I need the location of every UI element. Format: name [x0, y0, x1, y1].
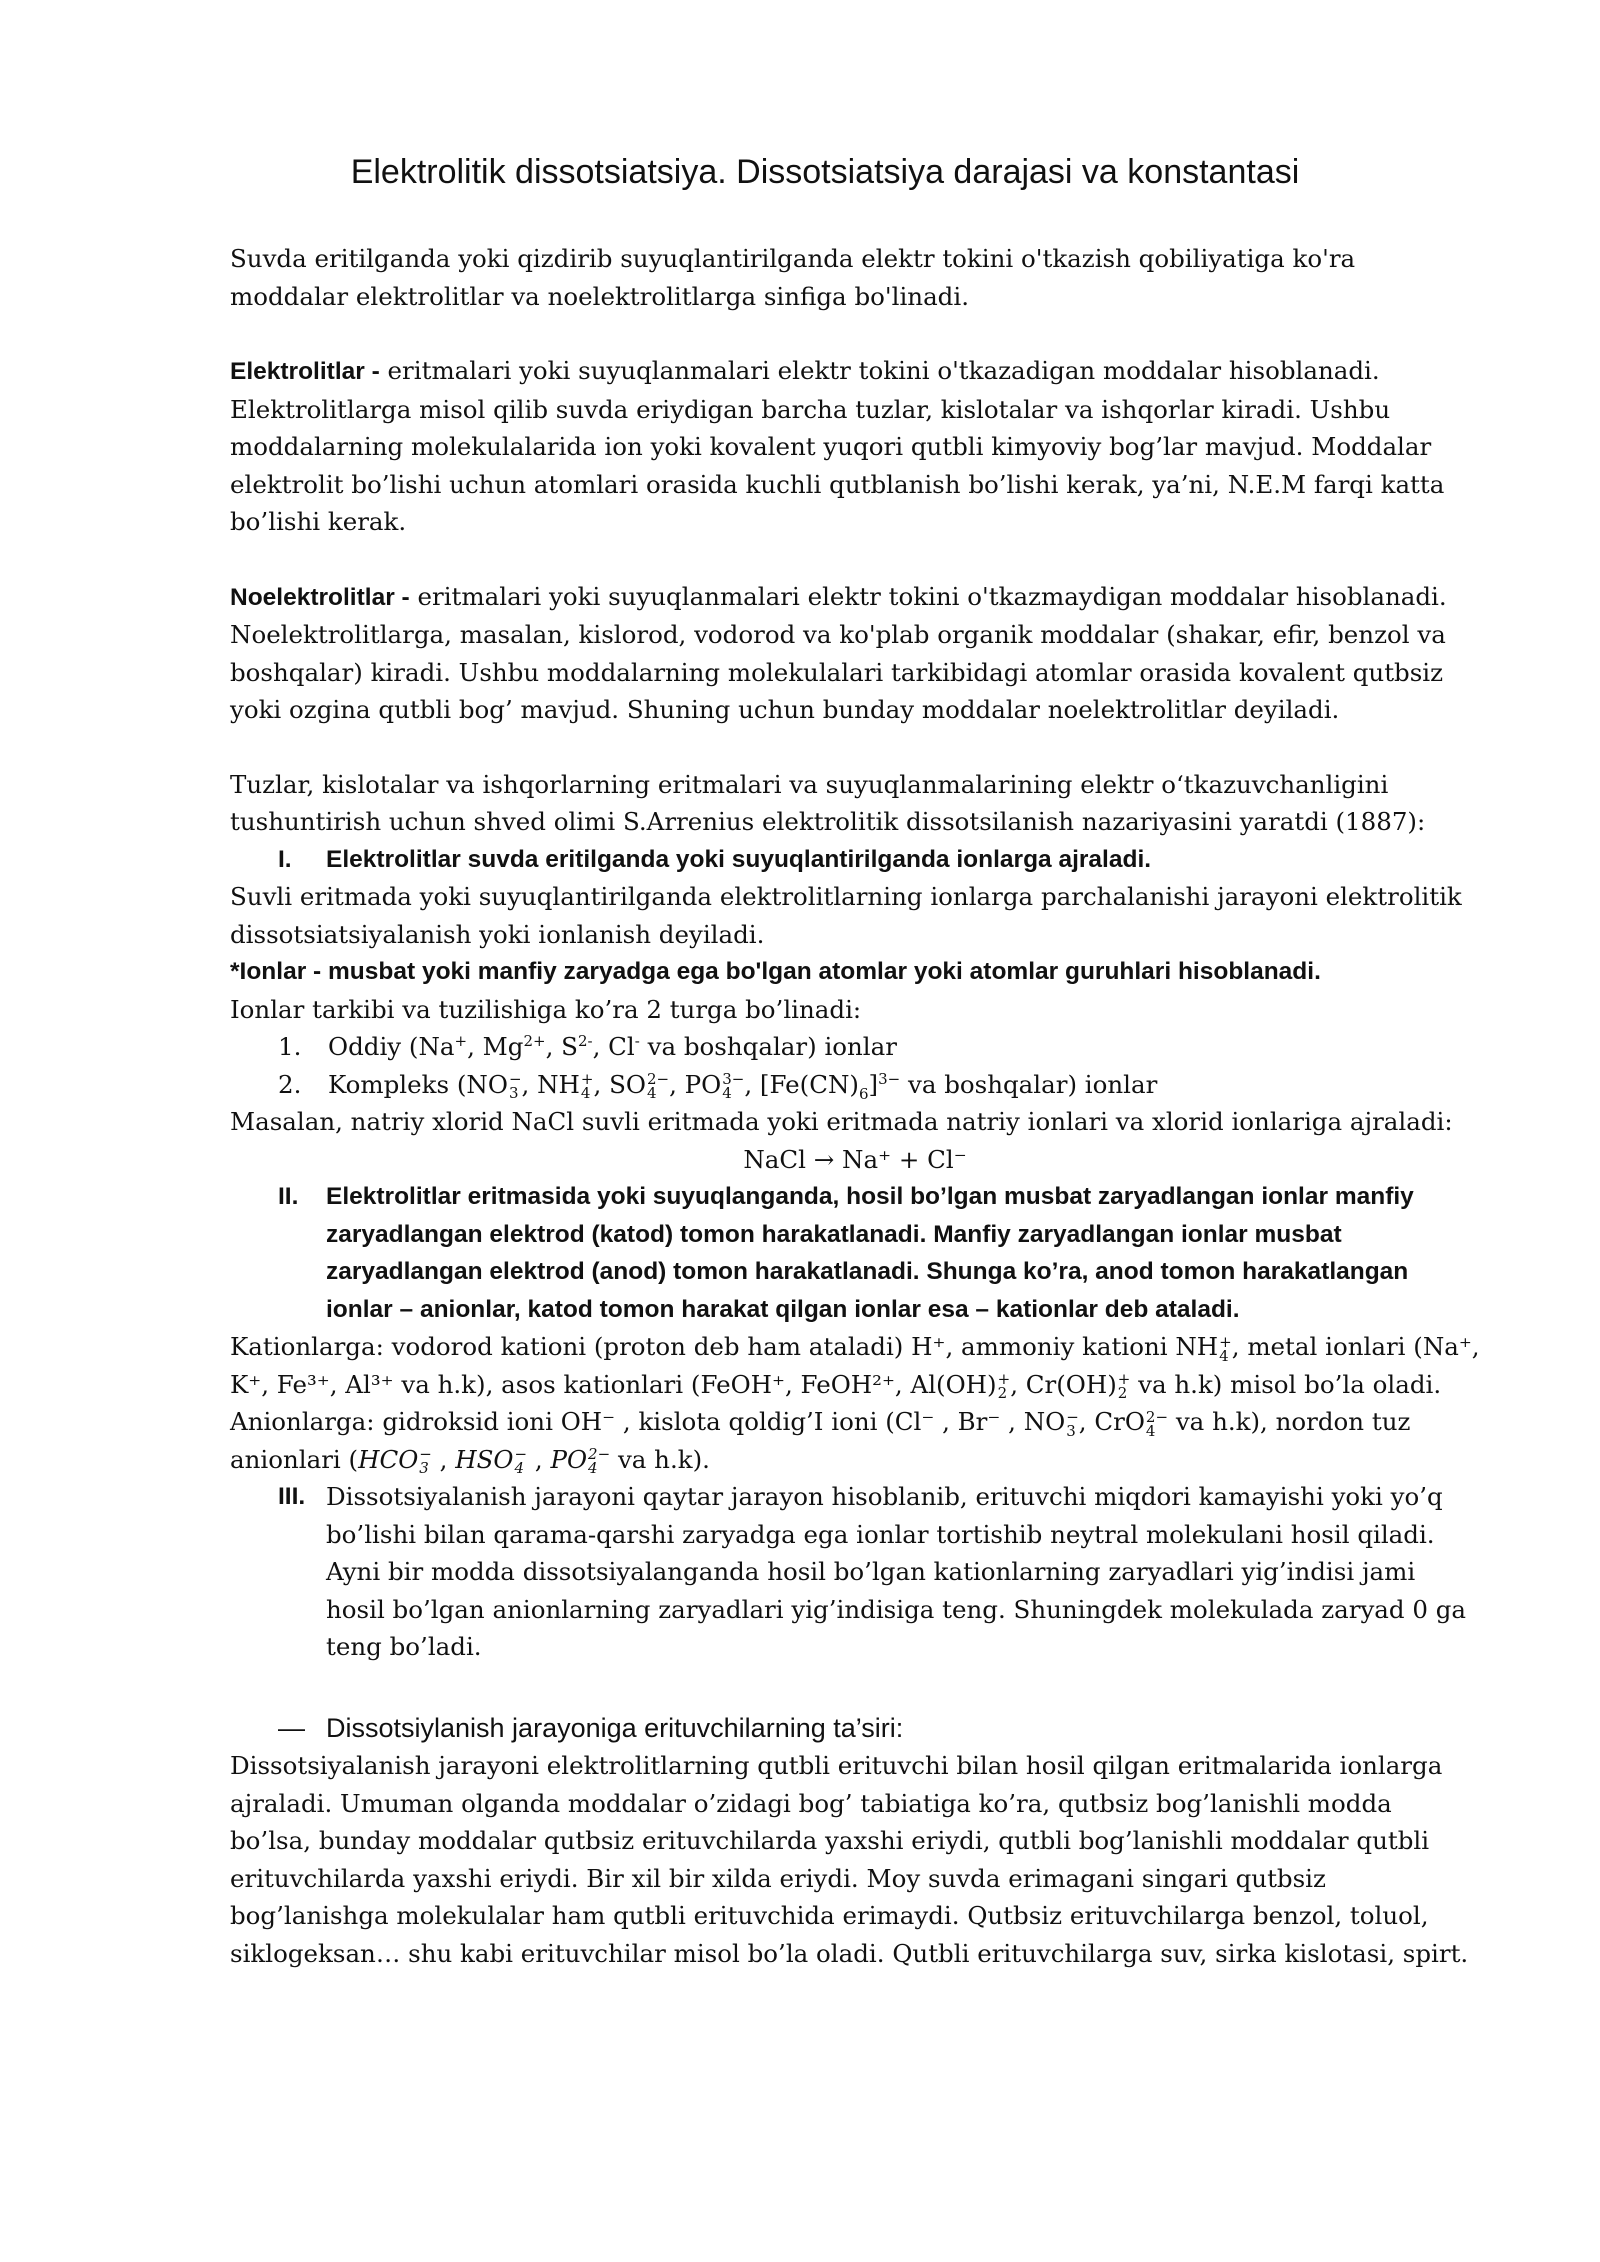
- point-3: [230, 1478, 1480, 1666]
- intro-paragraph: Suvda eritilganda yoki qizdirib suyuqlantirilganda elektr tokini o'tkazish qobiliyatiga ko'ra moddalar elektrolitlar va noelektrolitlarga sinfiga bo'linadi.: [230, 244, 1356, 311]
- anions-paragraph: Anionlarga: gidroksid ioni OH⁻ , kislota qoldig’I ioni (Cl⁻ , Br⁻ , NO − 3 , CrO 2− 4 va h.k), nordon tuz anionlari (HCO − 3 , HSO − 4 , PO 2− 4 va h.k).: [230, 1407, 1411, 1477]
- heading-dash: —: [278, 1712, 305, 1743]
- complex-ions-text: Kompleks (NO − 3 , NH + 4 , SO 2− 4 , PO 3− 4 , $[Fe(CN)_6]^{3-}$ va boshqalar) ionlar: [328, 1069, 1158, 1103]
- nonelectrolytes-text: eritmalari yoki suyuqlanmalari elektr tokini o'tkazmaydigan moddalar hisoblanadi. Noelektrolitlarga, masalan, kislorod, vodorod va ko'plab organik moddalar (shakar, efir, benzol va boshqalar) kiradi. Ushbu moddalarning molekulalari tarkibidagi atomlar orasida kovalent qutbsiz yoki ozgina qutbli bog’ mavjud. Shuning uchun bunday moddalar noelektrolitlar deyiladi.: [230, 581, 1447, 724]
- nonelectrolytes-term: Noelektrolitlar -: [230, 583, 410, 611]
- point-2-text: Elektrolitlar eritmasida yoki suyuqlanganda, hosil bo’lgan musbat zaryadlangan ionlar manfiy zaryadlangan elektrod (katod) tomon harakatlanadi. Manfiy zaryadlangan ionlar musbat zaryadlangan elektrod (anod) tomon harakatlanadi. Shunga ko’ra, anod tomon harakatlangan ionlar – anionlar, katod tomon harakat qilgan ionlar esa – kationlar deb ataladi.: [326, 1183, 1414, 1323]
- electrolytes-text: eritmalari yoki suyuqlanmalari elektr tokini o'tkazadigan moddalar hisoblanadi. Elektrolitlarga misol qilib suvda eriydigan barcha tuzlar, kislotalar va ishqorlar kiradi. Ushbu moddalarning molekulalarida ion yoki kovalent yuqori qutbli kimyoviy bog’lar mavjud. Moddalar elektrolit bo’lishi uchun atomlari orasida kuchli qutblanish bo’lishi kerak, ya’ni, N.E.M farqi katta bo’lishi kerak.: [230, 356, 1445, 536]
- point-1-number: I.: [278, 845, 292, 873]
- ions-types-intro: Ionlar tarkibi va tuzilishiga ko’ra 2 turga bo’linadi:: [230, 994, 862, 1024]
- complex-ions-number: 2.: [278, 1069, 302, 1099]
- cations-paragraph: Kationlarga: vodorod kationi (proton deb ham ataladi) H⁺, ammoniy kationi NH + 4 , metal ionlari (Na⁺, K⁺, Fe³⁺, Al³⁺ va h.k), asos kationlari (FeOH⁺, FeOH²⁺, Al(OH) + 2 , Cr(OH) + 2 va h.k) misol bo’la oladi.: [230, 1332, 1480, 1402]
- electrolytes-paragraph: [230, 352, 1480, 541]
- ions-definition: *Ionlar - musbat yoki manfiy zaryadga ega bo'lgan atomlar yoki atomlar guruhlari hisoblanadi.: [230, 958, 1321, 985]
- simple-ions-text: Oddiy (Na+, $Mg^{2+}$, $S^{2-}$, Cl- va boshqalar) ionlar: [328, 1031, 897, 1061]
- solvent-heading-text: Dissotsiylanish jarayoniga erituvchilarning ta’siri:: [326, 1712, 904, 1743]
- point-3-number: III.: [278, 1483, 306, 1510]
- complex-ions-item: [230, 1066, 1480, 1104]
- point-2: [230, 1178, 1480, 1328]
- arrhenius-paragraph: Tuzlar, kislotalar va ishqorlarning eritmalari va suyuqlanmalarining elektr o‘tkazuvchanligini tushuntirish uchun shved olimi S.Arrenius elektrolitik dissotsilanish nazariyasini yaratdi (1887):: [230, 769, 1426, 836]
- nacl-equation: NaCl → Na⁺ + Cl⁻: [743, 1144, 967, 1174]
- solvent-paragraph: Dissotsiyalanish jarayoni elektrolitlarning qutbli erituvchi bilan hosil qilgan eritmalarida ionlarga ajraladi. Umuman olganda moddalar o’zidagi bog’ tabiatiga ko’ra, qutbsiz bog’lanishli modda bo’lsa, bunday moddalar qutbsiz erituvchilarda yaxshi eriydi, qutbli bog’lanishli moddalar qutbli erituvchilarda yaxshi eriydi. Bir xil bir xilda eriydi. Moy suvda erimagani singari qutbsiz bog’lanishga molekulalar ham qutbli erituvchida erimaydi. Qutbsiz erituvchilarga benzol, toluol, siklogeksan… shu kabi erituvchilar misol bo’la oladi. Qutbli erituvchilarga suv, sirka kislotasi, spirt.: [230, 1751, 1469, 1968]
- point-1-text: Elektrolitlar suvda eritilganda yoki suyuqlantirilganda ionlarga ajraladi.: [326, 845, 1152, 873]
- electrolytes-term: Elektrolitlar -: [230, 358, 380, 385]
- nonelectrolytes-paragraph: [230, 578, 1480, 729]
- simple-ions-number: 1.: [278, 1032, 302, 1061]
- nacl-paragraph: Masalan, natriy xlorid NaCl suvli eritmada yoki eritmada natriy ionlari va xlorid ionlariga ajraladi:: [230, 1107, 1453, 1136]
- point-2-number: II.: [278, 1183, 299, 1210]
- solvent-heading: [230, 1710, 1480, 1748]
- point-3-text: Dissotsiyalanish jarayoni qaytar jarayon hisoblanib, erituvchi miqdori kamayishi yoki yo’q bo’lishi bilan qarama-qarshi zaryadga ega ionlar tortishib neytral molekulani hosil qiladi. Ayni bir modda dissotsiyalanganda hosil bo’lgan kationlarning zaryadlari yig’indisi jami hosil bo’lgan anionlarning zaryadlari yig’indisiga teng. Shuningdek molekulada zaryad 0 ga teng bo’ladi.: [326, 1482, 1467, 1661]
- document-title: Elektrolitik dissotsiatsiya. Dissotsiatsiya darajasi va konstantasi: [350, 153, 1300, 191]
- point-1: [230, 841, 1480, 879]
- simple-ions-item: [230, 1028, 1480, 1066]
- point-1-description: Suvli eritmada yoki suyuqlantirilganda elektrolitlarning ionlarga parchalanishi jarayoni elektrolitik dissotsiatsiyalanish yoki ionlanish deyiladi.: [230, 882, 1462, 949]
